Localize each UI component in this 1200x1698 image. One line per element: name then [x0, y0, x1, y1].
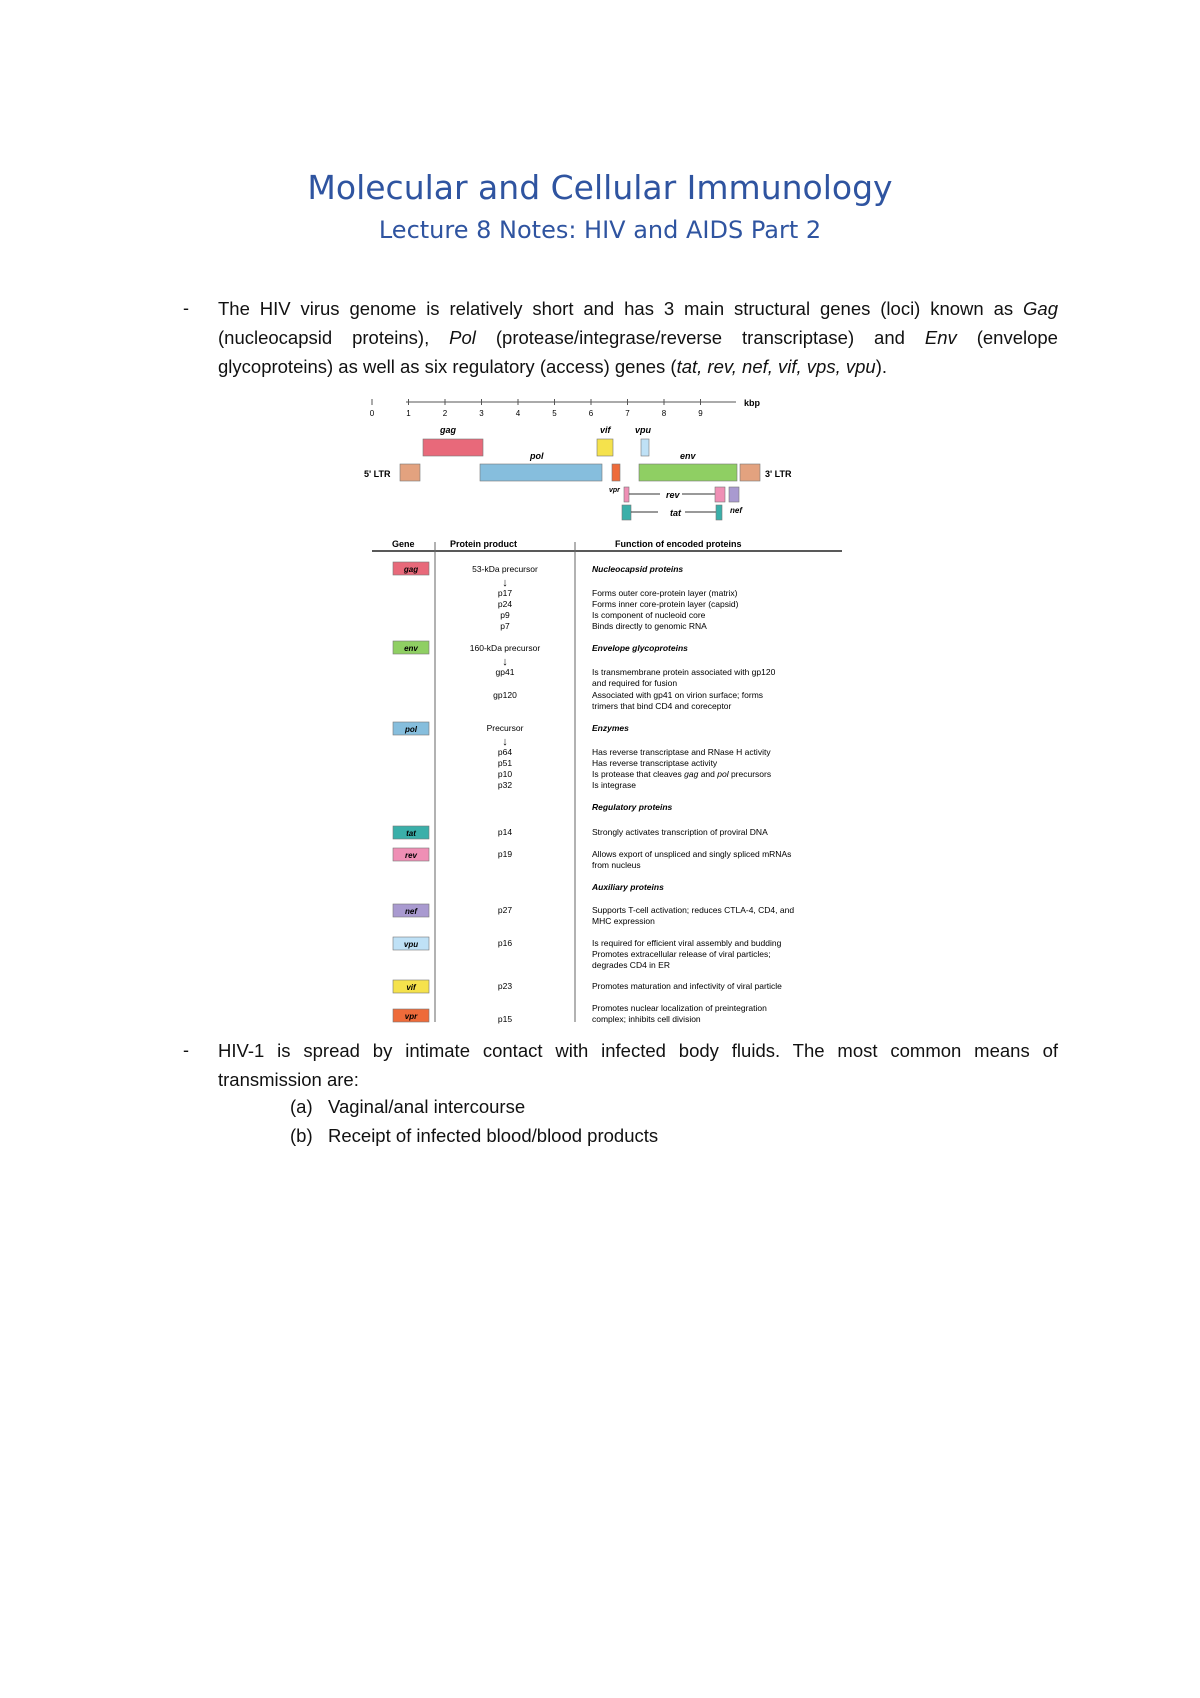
kbp-tick-label: 8: [661, 409, 667, 418]
header-protein: Protein product: [450, 539, 517, 549]
protein: p7: [500, 621, 510, 631]
protein-table: [372, 539, 842, 1024]
text-span: (nucleocapsid proteins),: [218, 327, 450, 348]
function: Associated with gp41 on virion surface; forms: [592, 690, 764, 700]
protein: p27: [497, 905, 513, 915]
kbp-tick-label: 7: [625, 409, 630, 418]
gene-name: Pol: [449, 327, 476, 348]
kbp-tick-label: 4: [515, 409, 521, 418]
tat-exon1: [622, 505, 631, 520]
category: Nucleocapsid proteins: [592, 564, 684, 574]
tat-gene-label: tat: [406, 829, 416, 838]
header-gene: Gene: [392, 539, 415, 549]
function: Has reverse transcriptase activity: [592, 758, 718, 768]
env-gene-label: env: [404, 644, 418, 653]
env-precursor: 160-kDa precursor: [469, 643, 541, 653]
vpu-label: vpu: [635, 425, 652, 435]
gene-name: pol: [717, 769, 729, 779]
kbp-unit: kbp: [744, 398, 761, 408]
function: and required for fusion: [592, 678, 678, 688]
gene-name: Gag: [1023, 298, 1058, 319]
text-span: The HIV virus genome is relatively short and has 3 main structural genes (loci) known as: [218, 298, 1024, 319]
category: Envelope glycoproteins: [592, 643, 688, 653]
protein: p51: [497, 758, 513, 768]
kbp-tick-label: 1: [406, 409, 411, 418]
protein: p10: [497, 769, 513, 779]
protein: p9: [500, 610, 510, 620]
page-title: Molecular and Cellular Immunology: [307, 168, 893, 207]
function: Is required for efficient viral assembly and budding: [592, 938, 782, 948]
protein: p32: [497, 780, 513, 790]
function: Allows export of unspliced and singly spliced mRNAs: [592, 849, 792, 859]
gene-list: tat, rev, nef, vif, vps, vpu: [676, 356, 876, 377]
protein: p17: [497, 588, 513, 598]
para-line: [218, 352, 1058, 381]
list-item-text: Vaginal/anal intercourse: [328, 1096, 526, 1117]
vpr-label: vpr: [609, 487, 620, 494]
vpu-gene-bar: [641, 439, 649, 456]
category: Auxiliary proteins: [592, 882, 664, 892]
gene-name: gag: [684, 769, 699, 779]
function: Promotes maturation and infectivity of viral particle: [592, 981, 782, 991]
para-line: [218, 294, 1058, 323]
function: Has reverse transcriptase and RNase H activity: [592, 747, 771, 757]
text-span: glycoproteins) as well as six regulatory (access) genes (: [218, 356, 677, 377]
text-span: (envelope: [956, 327, 1058, 348]
genome-paragraph: [218, 294, 1058, 381]
rev-label: rev: [666, 490, 680, 500]
protein: p16: [497, 938, 513, 948]
pol-gene-label: pol: [405, 725, 417, 734]
page-subtitle: Lecture 8 Notes: HIV and AIDS Part 2: [378, 216, 822, 244]
cleavage-arrow: ↓: [502, 736, 508, 748]
kbp-tick-label: 2: [442, 409, 448, 418]
pol-gene-bar: [480, 464, 602, 481]
list-item-text: Receipt of infected blood/blood products: [328, 1125, 659, 1146]
function: [592, 769, 771, 779]
function: Is integrase: [592, 780, 636, 790]
protein: p19: [497, 849, 513, 859]
vif-label: vif: [600, 425, 611, 435]
vpr-gene-label: vpr: [404, 1012, 418, 1021]
function: Promotes extracellular release of viral particles;: [592, 949, 771, 959]
rev-exon2: [715, 487, 725, 502]
list-item: [290, 1125, 658, 1147]
nef-gene-label: nef: [405, 907, 417, 916]
kbp-tick-label: 6: [588, 409, 594, 418]
bullet-marker: -: [183, 1040, 189, 1060]
function: Is transmembrane protein associated with gp120: [592, 667, 776, 677]
cleavage-arrow: ↓: [502, 656, 508, 668]
function: Binds directly to genomic RNA: [592, 621, 707, 631]
protein: p23: [497, 981, 513, 991]
rev-exon1: [624, 487, 629, 502]
nef-gene-bar: [729, 487, 739, 502]
transmission-paragraph: [218, 1036, 1058, 1094]
list-item-label: (a): [290, 1096, 313, 1117]
function: Is component of nucleoid core: [592, 610, 706, 620]
text-span: (protease/integrase/reverse transcriptase) and: [475, 327, 925, 348]
ltr3-label: 3' LTR: [765, 469, 792, 479]
env-label: env: [680, 451, 696, 461]
cleavage-arrow: ↓: [502, 577, 508, 589]
kbp-tick-label: 0: [369, 409, 375, 418]
function: from nucleus: [592, 860, 641, 870]
function: Strongly activates transcription of proviral DNA: [592, 827, 768, 837]
gag-gene-label: gag: [403, 565, 419, 574]
vif-gene-label: vif: [406, 983, 416, 992]
bullet-marker: -: [183, 298, 189, 318]
tat-label: tat: [670, 508, 681, 518]
protein: gp41: [495, 667, 515, 677]
kbp-tick-label: 3: [479, 409, 484, 418]
protein: p24: [497, 599, 513, 609]
rev-gene-label: rev: [404, 851, 418, 860]
pol-precursor: Precursor: [486, 723, 524, 733]
vif-gene-bar: [597, 439, 613, 456]
protein: gp120: [493, 690, 517, 700]
hiv-genome-figure: [360, 392, 850, 1028]
kbp-tick-label: 9: [698, 409, 703, 418]
function: Forms outer core-protein layer (matrix): [592, 588, 738, 598]
function: complex; inhibits cell division: [592, 1014, 701, 1024]
gag-gene-bar: [423, 439, 483, 456]
function: degrades CD4 in ER: [592, 960, 670, 970]
tat-exon2: [716, 505, 722, 520]
kbp-tick-label: 5: [552, 409, 557, 418]
genome-map: [364, 398, 792, 520]
function: MHC expression: [592, 916, 655, 926]
vpr-gene-bar: [612, 464, 620, 481]
gene-name: Env: [924, 327, 957, 348]
pol-label: pol: [530, 451, 544, 461]
function: trimers that bind CD4 and coreceptor: [592, 701, 732, 711]
protein: p14: [497, 827, 513, 837]
vpu-gene-label: vpu: [403, 940, 419, 949]
env-gene-bar: [639, 464, 737, 481]
function: Forms inner core-protein layer (capsid): [592, 599, 739, 609]
ltr5-label: 5' LTR: [364, 469, 391, 479]
ltr3-bar: [740, 464, 760, 481]
protein: p64: [497, 747, 513, 757]
protein: p15: [497, 1014, 513, 1024]
category: Enzymes: [592, 723, 629, 733]
gag-precursor: 53-kDa precursor: [472, 564, 538, 574]
ltr5-bar: [400, 464, 420, 481]
text-span: Is protease that cleaves: [592, 769, 685, 779]
gag-label: gag: [440, 425, 457, 435]
function: Supports T-cell activation; reduces CTLA-4, CD4, and: [592, 905, 795, 915]
header-function: Function of encoded proteins: [615, 539, 742, 549]
para-line: transmission are:: [218, 1069, 359, 1090]
list-item: [290, 1096, 525, 1118]
para-line: [218, 323, 1058, 352]
text-span: precursors: [728, 769, 772, 779]
nef-label: nef: [730, 506, 742, 515]
list-item-label: (b): [290, 1125, 313, 1146]
text-span: and: [698, 769, 718, 779]
text-span: ).: [875, 356, 888, 377]
function: Promotes nuclear localization of preintegration: [592, 1003, 767, 1013]
para-line: HIV-1 is spread by intimate contact with infected body fluids. The most common means of: [218, 1040, 1058, 1061]
category: Regulatory proteins: [592, 802, 673, 812]
